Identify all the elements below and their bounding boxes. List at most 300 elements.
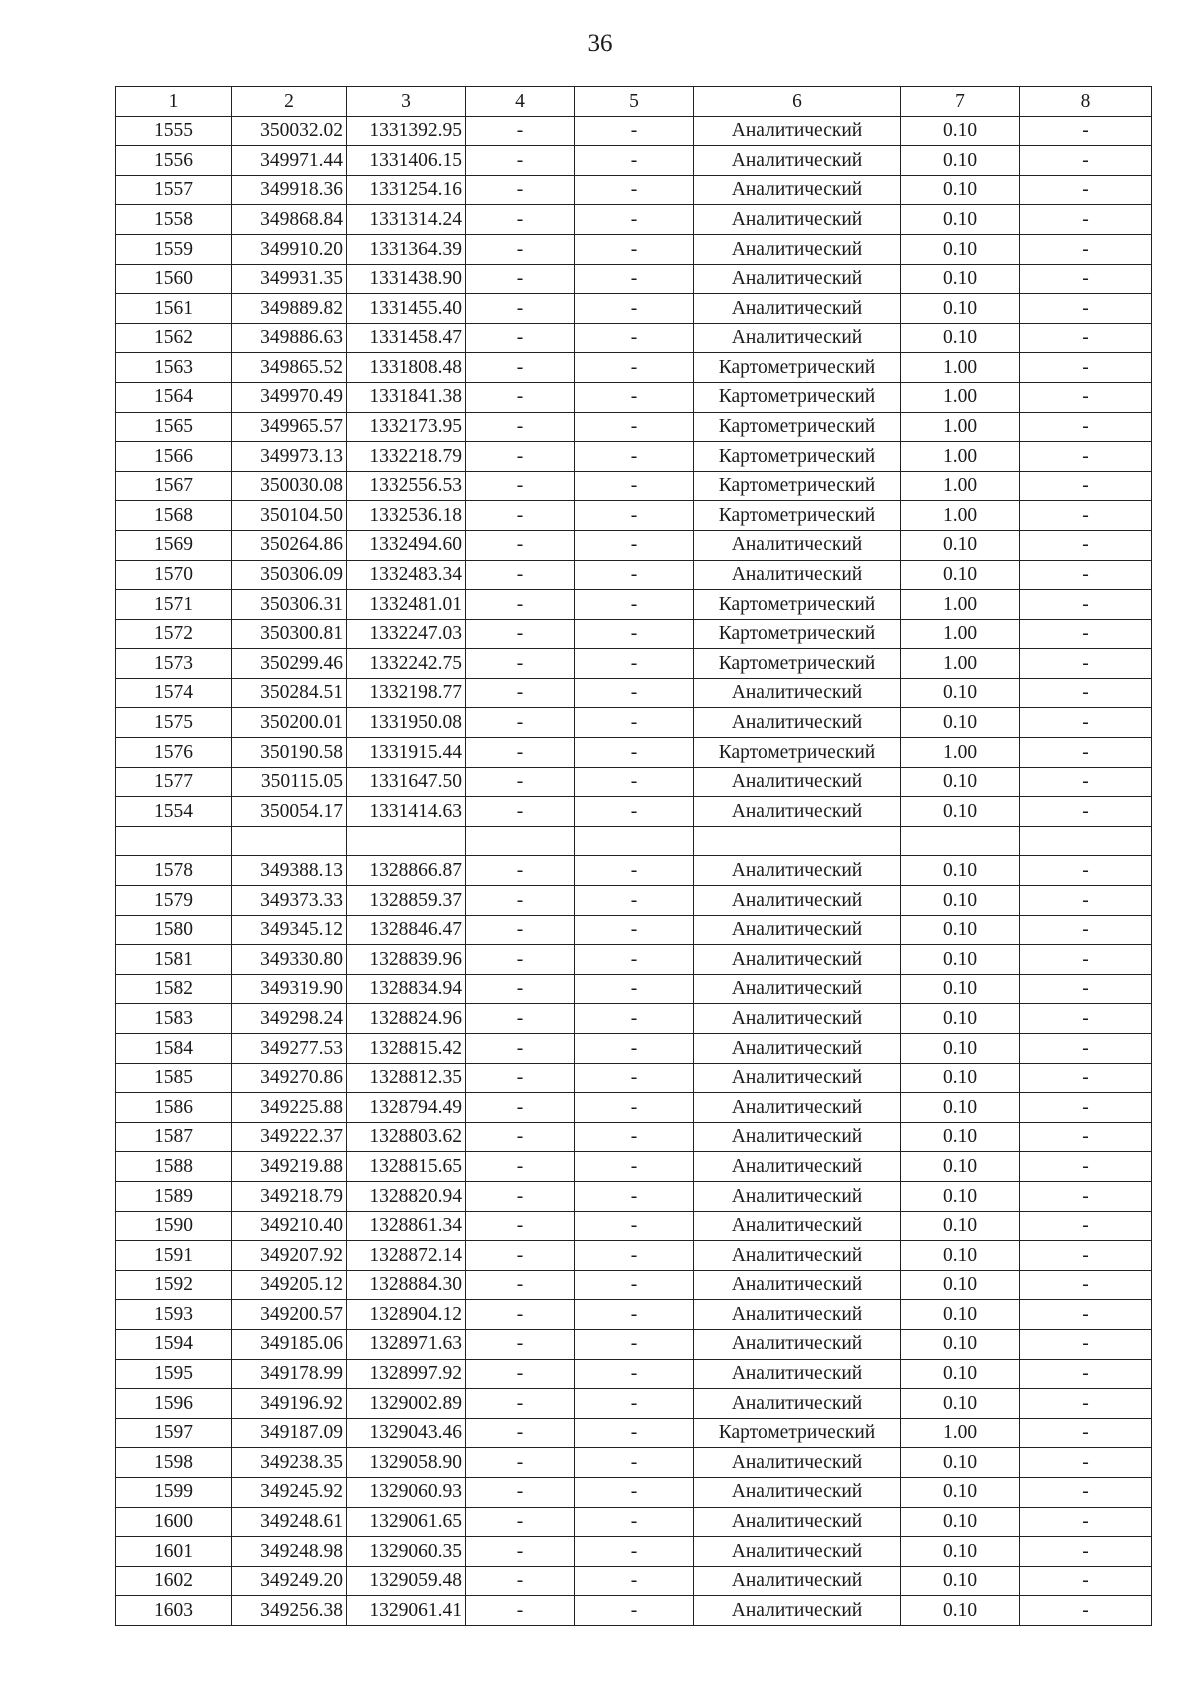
table-row bbox=[116, 234, 1152, 264]
table-cell-col-5: - bbox=[575, 116, 694, 146]
table-cell-col-7: 1.00 bbox=[901, 649, 1020, 679]
table-cell-col-1: 1555 bbox=[116, 116, 232, 146]
table-row bbox=[116, 1034, 1152, 1064]
table-cell-col-1: 1561 bbox=[116, 294, 232, 324]
table-cell-col-5: - bbox=[575, 1063, 694, 1093]
table-cell-col-7: 0.10 bbox=[901, 945, 1020, 975]
table-cell-col-2: 349931.35 bbox=[232, 264, 347, 294]
table-row bbox=[116, 678, 1152, 708]
column-header-1: 1 bbox=[116, 87, 232, 117]
table-cell-col-3: 1331392.95 bbox=[347, 116, 466, 146]
table-cell-col-7: 0.10 bbox=[901, 146, 1020, 176]
table-cell-col-8: - bbox=[1020, 1152, 1152, 1182]
table-row bbox=[116, 1241, 1152, 1271]
table-cell-col-5: - bbox=[575, 1566, 694, 1596]
table-cell-col-7: 0.10 bbox=[901, 1270, 1020, 1300]
table-row bbox=[116, 619, 1152, 649]
table-cell-col-5: - bbox=[575, 1477, 694, 1507]
table-cell-col-4: - bbox=[466, 945, 575, 975]
table-cell-col-7: 0.10 bbox=[901, 234, 1020, 264]
table-cell-col-2: 350190.58 bbox=[232, 738, 347, 768]
table-cell-col-4: - bbox=[466, 1152, 575, 1182]
table-row bbox=[116, 530, 1152, 560]
table-cell-col-5: - bbox=[575, 146, 694, 176]
table-cell-col-6: Аналитический bbox=[694, 678, 901, 708]
table-cell-col-4: - bbox=[466, 1181, 575, 1211]
table-cell-col-2: 349330.80 bbox=[232, 945, 347, 975]
table-cell-col-8: - bbox=[1020, 1566, 1152, 1596]
table-cell-col-4: - bbox=[466, 560, 575, 590]
table-row bbox=[116, 323, 1152, 353]
table-cell-col-2: 349889.82 bbox=[232, 294, 347, 324]
table-row bbox=[116, 915, 1152, 945]
table-cell-col-7: 0.10 bbox=[901, 1448, 1020, 1478]
table-cell-col-8: - bbox=[1020, 1389, 1152, 1419]
table-cell-col-8: - bbox=[1020, 1596, 1152, 1626]
table-row bbox=[116, 382, 1152, 412]
table-cell-col-2: 350030.08 bbox=[232, 471, 347, 501]
table-cell-col-2: 349196.92 bbox=[232, 1389, 347, 1419]
table-cell-col-7: 0.10 bbox=[901, 323, 1020, 353]
table-cell-col-7: 0.10 bbox=[901, 1389, 1020, 1419]
table-cell-col-7: 0.10 bbox=[901, 1596, 1020, 1626]
table-cell-col-4: - bbox=[466, 1596, 575, 1626]
table-row bbox=[116, 1477, 1152, 1507]
table-cell-col-1: 1600 bbox=[116, 1507, 232, 1537]
table-cell-col-2: 349965.57 bbox=[232, 412, 347, 442]
table-cell-col-1: 1591 bbox=[116, 1241, 232, 1271]
table-cell-col-5: - bbox=[575, 264, 694, 294]
table-cell-col-8: - bbox=[1020, 294, 1152, 324]
table-cell-col-4: - bbox=[466, 678, 575, 708]
table-cell-col-2: 349277.53 bbox=[232, 1034, 347, 1064]
table-cell-col-7: 0.10 bbox=[901, 708, 1020, 738]
table-cell-col-1: 1588 bbox=[116, 1152, 232, 1182]
table-row bbox=[116, 708, 1152, 738]
table-cell-col-8: - bbox=[1020, 264, 1152, 294]
table-cell-col-6: Аналитический bbox=[694, 1152, 901, 1182]
table-cell-col-6: Картометрический bbox=[694, 442, 901, 472]
table-cell-col-1: 1566 bbox=[116, 442, 232, 472]
table-cell-col-2: 349207.92 bbox=[232, 1241, 347, 1271]
table-cell-col-8: - bbox=[1020, 1329, 1152, 1359]
table-cell-col-8: - bbox=[1020, 175, 1152, 205]
table-cell-col-3: 1329043.46 bbox=[347, 1418, 466, 1448]
table-cell-col-6: Аналитический bbox=[694, 1093, 901, 1123]
table-cell-col-8: - bbox=[1020, 649, 1152, 679]
table-cell-col-2: 349248.98 bbox=[232, 1537, 347, 1567]
table-cell-col-5: - bbox=[575, 738, 694, 768]
table-cell-col-8: - bbox=[1020, 1477, 1152, 1507]
table-cell-col-1: 1573 bbox=[116, 649, 232, 679]
table-row bbox=[116, 175, 1152, 205]
table-cell-col-7: 1.00 bbox=[901, 590, 1020, 620]
table-cell-col-1: 1578 bbox=[116, 856, 232, 886]
table-cell-col-4: - bbox=[466, 1034, 575, 1064]
table-cell-col-2: 349345.12 bbox=[232, 915, 347, 945]
table-row bbox=[116, 886, 1152, 916]
table-cell-col-5: - bbox=[575, 797, 694, 827]
table-cell-col-1: 1593 bbox=[116, 1300, 232, 1330]
table-cell-col-5: - bbox=[575, 1034, 694, 1064]
table-cell-col-2: 350264.86 bbox=[232, 530, 347, 560]
table-cell-col-2: 350032.02 bbox=[232, 116, 347, 146]
table-cell-col-2: 349248.61 bbox=[232, 1507, 347, 1537]
table-cell-col-8: - bbox=[1020, 1300, 1152, 1330]
table-cell-col-8: - bbox=[1020, 1537, 1152, 1567]
table-cell-col-1: 1585 bbox=[116, 1063, 232, 1093]
column-header-7: 7 bbox=[901, 87, 1020, 117]
table-row bbox=[116, 1359, 1152, 1389]
table-cell-col-8: - bbox=[1020, 974, 1152, 1004]
table-cell-col-6: Аналитический bbox=[694, 116, 901, 146]
table-cell-col-8: - bbox=[1020, 205, 1152, 235]
table-cell-col-5: - bbox=[575, 412, 694, 442]
table-cell-col-4: - bbox=[466, 1359, 575, 1389]
table-cell-col-8: - bbox=[1020, 1004, 1152, 1034]
table-cell-col-3: 1332173.95 bbox=[347, 412, 466, 442]
table-cell-col-5: - bbox=[575, 205, 694, 235]
table-cell-col-5: - bbox=[575, 767, 694, 797]
table-cell-col-4: - bbox=[466, 1270, 575, 1300]
table-cell-col-3: 1329002.89 bbox=[347, 1389, 466, 1419]
table-cell-col-6: Аналитический bbox=[694, 1004, 901, 1034]
table-cell-col-4: - bbox=[466, 530, 575, 560]
table-cell-col-8: - bbox=[1020, 678, 1152, 708]
table-cell-col-6: Аналитический bbox=[694, 175, 901, 205]
table-cell-col-5: - bbox=[575, 1270, 694, 1300]
table-cell-col-5: - bbox=[575, 323, 694, 353]
table-cell-col-3: 1328846.47 bbox=[347, 915, 466, 945]
table-cell-col-6: Аналитический bbox=[694, 1122, 901, 1152]
table-cell-col-7: 0.10 bbox=[901, 797, 1020, 827]
table-cell-col-3: 1328815.65 bbox=[347, 1152, 466, 1182]
table-cell-col-4: - bbox=[466, 442, 575, 472]
table-row bbox=[116, 1300, 1152, 1330]
table-cell-col-5: - bbox=[575, 1300, 694, 1330]
table-cell-col-5: - bbox=[575, 471, 694, 501]
table-cell-col-2 bbox=[232, 826, 347, 856]
table-cell-col-2: 349200.57 bbox=[232, 1300, 347, 1330]
table-row-spacer bbox=[116, 826, 1152, 856]
table-cell-col-1: 1568 bbox=[116, 501, 232, 531]
table-cell-col-3: 1332242.75 bbox=[347, 649, 466, 679]
table-cell-col-3: 1331406.15 bbox=[347, 146, 466, 176]
table-cell-col-4: - bbox=[466, 294, 575, 324]
table-cell-col-3: 1332483.34 bbox=[347, 560, 466, 590]
table-cell-col-1: 1567 bbox=[116, 471, 232, 501]
column-header-3: 3 bbox=[347, 87, 466, 117]
table-cell-col-1: 1558 bbox=[116, 205, 232, 235]
table-row bbox=[116, 1270, 1152, 1300]
table-cell-col-4: - bbox=[466, 323, 575, 353]
table-cell-col-3: 1329061.41 bbox=[347, 1596, 466, 1626]
table-cell-col-8: - bbox=[1020, 1270, 1152, 1300]
table-cell-col-2: 350306.09 bbox=[232, 560, 347, 590]
table-cell-col-6: Аналитический bbox=[694, 1181, 901, 1211]
table-cell-col-7: 0.10 bbox=[901, 1122, 1020, 1152]
table-cell-col-1: 1583 bbox=[116, 1004, 232, 1034]
table-row bbox=[116, 1566, 1152, 1596]
table-cell-col-6: Картометрический bbox=[694, 649, 901, 679]
table-cell-col-7: 0.10 bbox=[901, 1507, 1020, 1537]
table-cell-col-3: 1328904.12 bbox=[347, 1300, 466, 1330]
table-row bbox=[116, 442, 1152, 472]
table-cell-col-2: 350104.50 bbox=[232, 501, 347, 531]
table-cell-col-3: 1328866.87 bbox=[347, 856, 466, 886]
table-cell-col-8: - bbox=[1020, 945, 1152, 975]
table-cell-col-7: 0.10 bbox=[901, 1181, 1020, 1211]
table-cell-col-6: Аналитический bbox=[694, 708, 901, 738]
table-cell-col-6: Аналитический bbox=[694, 530, 901, 560]
table-cell-col-6: Аналитический bbox=[694, 1507, 901, 1537]
table-cell-col-4: - bbox=[466, 1566, 575, 1596]
table-row bbox=[116, 1418, 1152, 1448]
table-cell-col-2: 349388.13 bbox=[232, 856, 347, 886]
table-cell-col-3: 1331455.40 bbox=[347, 294, 466, 324]
table-cell-col-3: 1332481.01 bbox=[347, 590, 466, 620]
table-cell-col-7: 0.10 bbox=[901, 974, 1020, 1004]
table-cell-col-2: 349910.20 bbox=[232, 234, 347, 264]
table-cell-col-2: 349373.33 bbox=[232, 886, 347, 916]
table-cell-col-7: 0.10 bbox=[901, 1329, 1020, 1359]
table-row bbox=[116, 1329, 1152, 1359]
table-cell-col-4: - bbox=[466, 175, 575, 205]
table-cell-col-7: 0.10 bbox=[901, 1004, 1020, 1034]
table-cell-col-5: - bbox=[575, 886, 694, 916]
table-cell-col-7: 0.10 bbox=[901, 1034, 1020, 1064]
table-cell-col-6: Картометрический bbox=[694, 382, 901, 412]
table-row bbox=[116, 116, 1152, 146]
table-cell-col-1: 1596 bbox=[116, 1389, 232, 1419]
table-cell-col-7: 1.00 bbox=[901, 382, 1020, 412]
table-cell-col-6: Аналитический bbox=[694, 1270, 901, 1300]
table-cell-col-6: Картометрический bbox=[694, 619, 901, 649]
table-cell-col-7: 1.00 bbox=[901, 619, 1020, 649]
column-header-4: 4 bbox=[466, 87, 575, 117]
table-cell-col-4: - bbox=[466, 116, 575, 146]
table-cell-col-1: 1577 bbox=[116, 767, 232, 797]
table-cell-col-1: 1570 bbox=[116, 560, 232, 590]
table-cell-col-8: - bbox=[1020, 382, 1152, 412]
table-cell-col-6: Аналитический bbox=[694, 1063, 901, 1093]
table-cell-col-4: - bbox=[466, 205, 575, 235]
table-cell-col-7: 0.10 bbox=[901, 264, 1020, 294]
table-cell-col-8: - bbox=[1020, 1241, 1152, 1271]
table-cell-col-1: 1559 bbox=[116, 234, 232, 264]
table-cell-col-5: - bbox=[575, 234, 694, 264]
table-row bbox=[116, 1507, 1152, 1537]
column-header-8: 8 bbox=[1020, 87, 1152, 117]
table-row bbox=[116, 1093, 1152, 1123]
table-cell-col-3: 1331254.16 bbox=[347, 175, 466, 205]
table-cell-col-5: - bbox=[575, 1507, 694, 1537]
table-cell-col-2: 349886.63 bbox=[232, 323, 347, 353]
table-cell-col-7: 0.10 bbox=[901, 205, 1020, 235]
table-cell-col-3: 1329059.48 bbox=[347, 1566, 466, 1596]
table-cell-col-6: Аналитический bbox=[694, 323, 901, 353]
table-row bbox=[116, 1389, 1152, 1419]
table-cell-col-4: - bbox=[466, 1063, 575, 1093]
table-cell-col-5: - bbox=[575, 294, 694, 324]
table-cell-col-5: - bbox=[575, 915, 694, 945]
table-cell-col-4: - bbox=[466, 471, 575, 501]
table-cell-col-6: Картометрический bbox=[694, 471, 901, 501]
table-cell-col-3: 1328859.37 bbox=[347, 886, 466, 916]
table-cell-col-8: - bbox=[1020, 353, 1152, 383]
table-cell-col-8: - bbox=[1020, 1093, 1152, 1123]
table-cell-col-2: 349868.84 bbox=[232, 205, 347, 235]
table-cell-col-5: - bbox=[575, 1537, 694, 1567]
table-cell-col-7: 0.10 bbox=[901, 560, 1020, 590]
table-cell-col-4: - bbox=[466, 234, 575, 264]
table-cell-col-1: 1579 bbox=[116, 886, 232, 916]
table-cell-col-4: - bbox=[466, 1122, 575, 1152]
table-cell-col-1: 1565 bbox=[116, 412, 232, 442]
table-cell-col-3: 1328997.92 bbox=[347, 1359, 466, 1389]
table-cell-col-3: 1331364.39 bbox=[347, 234, 466, 264]
table-cell-col-7: 0.10 bbox=[901, 175, 1020, 205]
table-cell-col-5: - bbox=[575, 1122, 694, 1152]
table-row bbox=[116, 1537, 1152, 1567]
table-cell-col-7: 0.10 bbox=[901, 1093, 1020, 1123]
table-cell-col-3: 1328803.62 bbox=[347, 1122, 466, 1152]
table-cell-col-4: - bbox=[466, 649, 575, 679]
table-cell-col-6: Аналитический bbox=[694, 1300, 901, 1330]
table-cell-col-7: 1.00 bbox=[901, 471, 1020, 501]
table-cell-col-1: 1598 bbox=[116, 1448, 232, 1478]
table-cell-col-1: 1574 bbox=[116, 678, 232, 708]
table-cell-col-6: Аналитический bbox=[694, 1448, 901, 1478]
table-cell-col-1 bbox=[116, 826, 232, 856]
table-cell-col-1: 1569 bbox=[116, 530, 232, 560]
table-cell-col-3: 1331314.24 bbox=[347, 205, 466, 235]
table-cell-col-4: - bbox=[466, 1004, 575, 1034]
table-cell-col-2: 349185.06 bbox=[232, 1329, 347, 1359]
table-cell-col-5: - bbox=[575, 1241, 694, 1271]
table-cell-col-8: - bbox=[1020, 767, 1152, 797]
table-cell-col-8: - bbox=[1020, 530, 1152, 560]
table-cell-col-1: 1597 bbox=[116, 1418, 232, 1448]
table-cell-col-7: 0.10 bbox=[901, 767, 1020, 797]
table-cell-col-1: 1603 bbox=[116, 1596, 232, 1626]
table-cell-col-8: - bbox=[1020, 856, 1152, 886]
table-cell-col-8: - bbox=[1020, 442, 1152, 472]
table-cell-col-7: 0.10 bbox=[901, 1566, 1020, 1596]
table-cell-col-4: - bbox=[466, 501, 575, 531]
table-cell-col-3: 1331414.63 bbox=[347, 797, 466, 827]
table-cell-col-3: 1328815.42 bbox=[347, 1034, 466, 1064]
table-cell-col-8: - bbox=[1020, 619, 1152, 649]
table-row bbox=[116, 1152, 1152, 1182]
table-cell-col-7: 0.10 bbox=[901, 1477, 1020, 1507]
table-cell-col-3: 1328839.96 bbox=[347, 945, 466, 975]
table-cell-col-7: 0.10 bbox=[901, 1211, 1020, 1241]
table-cell-col-5: - bbox=[575, 442, 694, 472]
table-cell-col-6: Аналитический bbox=[694, 1477, 901, 1507]
table-row bbox=[116, 1122, 1152, 1152]
table-cell-col-7: 0.10 bbox=[901, 678, 1020, 708]
table-cell-col-2: 349187.09 bbox=[232, 1418, 347, 1448]
table-cell-col-2: 349222.37 bbox=[232, 1122, 347, 1152]
table-cell-col-6: Аналитический bbox=[694, 560, 901, 590]
table-cell-col-8 bbox=[1020, 826, 1152, 856]
table-cell-col-3: 1329060.93 bbox=[347, 1477, 466, 1507]
table-row bbox=[116, 856, 1152, 886]
table-cell-col-6: Картометрический bbox=[694, 590, 901, 620]
table-cell-col-5: - bbox=[575, 590, 694, 620]
table-cell-col-1: 1576 bbox=[116, 738, 232, 768]
table-cell-col-2: 350284.51 bbox=[232, 678, 347, 708]
table-cell-col-1: 1562 bbox=[116, 323, 232, 353]
table-cell-col-3: 1328794.49 bbox=[347, 1093, 466, 1123]
table-row bbox=[116, 146, 1152, 176]
table-row bbox=[116, 590, 1152, 620]
table-cell-col-7: 1.00 bbox=[901, 412, 1020, 442]
table-cell-col-1: 1594 bbox=[116, 1329, 232, 1359]
table-cell-col-2: 350115.05 bbox=[232, 767, 347, 797]
table-cell-col-1: 1580 bbox=[116, 915, 232, 945]
table-cell-col-7: 0.10 bbox=[901, 915, 1020, 945]
table-cell-col-7: 0.10 bbox=[901, 1537, 1020, 1567]
table-row bbox=[116, 353, 1152, 383]
table-row bbox=[116, 1596, 1152, 1626]
table-cell-col-2: 349970.49 bbox=[232, 382, 347, 412]
table-cell-col-6: Аналитический bbox=[694, 767, 901, 797]
table-cell-col-8: - bbox=[1020, 1359, 1152, 1389]
table-cell-col-6: Аналитический bbox=[694, 797, 901, 827]
table-cell-col-1: 1557 bbox=[116, 175, 232, 205]
table-cell-col-6: Аналитический bbox=[694, 974, 901, 1004]
table-cell-col-7: 1.00 bbox=[901, 738, 1020, 768]
table-cell-col-8: - bbox=[1020, 146, 1152, 176]
table-cell-col-6: Аналитический bbox=[694, 945, 901, 975]
table-row bbox=[116, 1004, 1152, 1034]
table-cell-col-8: - bbox=[1020, 1418, 1152, 1448]
table-cell-col-5: - bbox=[575, 1596, 694, 1626]
table-cell-col-3: 1332494.60 bbox=[347, 530, 466, 560]
table-cell-col-1: 1554 bbox=[116, 797, 232, 827]
table-cell-col-8: - bbox=[1020, 501, 1152, 531]
table-cell-col-7: 0.10 bbox=[901, 1241, 1020, 1271]
table-cell-col-4: - bbox=[466, 797, 575, 827]
table-cell-col-2: 349249.20 bbox=[232, 1566, 347, 1596]
table-cell-col-8: - bbox=[1020, 915, 1152, 945]
table-cell-col-8: - bbox=[1020, 234, 1152, 264]
table-cell-col-6: Аналитический bbox=[694, 856, 901, 886]
table-cell-col-6: Аналитический bbox=[694, 1211, 901, 1241]
table-cell-col-3: 1332536.18 bbox=[347, 501, 466, 531]
table-row bbox=[116, 738, 1152, 768]
table-cell-col-5: - bbox=[575, 619, 694, 649]
table-cell-col-4: - bbox=[466, 1448, 575, 1478]
table-cell-col-8: - bbox=[1020, 1181, 1152, 1211]
table-cell-col-6: Аналитический bbox=[694, 264, 901, 294]
table-cell-col-5: - bbox=[575, 1004, 694, 1034]
table-cell-col-3: 1332218.79 bbox=[347, 442, 466, 472]
table-cell-col-8: - bbox=[1020, 471, 1152, 501]
table-cell-col-6: Картометрический bbox=[694, 738, 901, 768]
table-cell-col-4: - bbox=[466, 886, 575, 916]
table-header-row bbox=[116, 87, 1152, 117]
table-row bbox=[116, 767, 1152, 797]
table-cell-col-8: - bbox=[1020, 1448, 1152, 1478]
table-cell-col-7: 0.10 bbox=[901, 530, 1020, 560]
table-cell-col-2: 349210.40 bbox=[232, 1211, 347, 1241]
table-cell-col-3: 1332247.03 bbox=[347, 619, 466, 649]
table-cell-col-2: 349245.92 bbox=[232, 1477, 347, 1507]
table-cell-col-7: 0.10 bbox=[901, 1152, 1020, 1182]
